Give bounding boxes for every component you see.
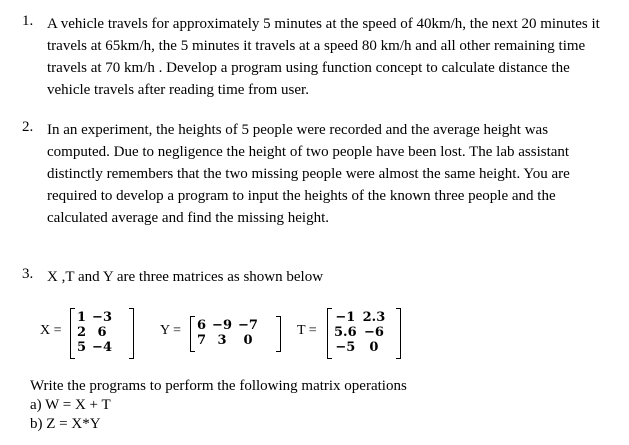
instructions-intro: Write the programs to perform the following matrix operations [30, 378, 407, 394]
matrix-cell: −9 [212, 318, 232, 333]
question-3-text: X ,T and Y are three matrices as shown below [47, 269, 324, 285]
matrix-x [74, 310, 115, 355]
question-1 [22, 13, 614, 101]
question-3-number: 3. [22, 266, 34, 282]
matrix-cell: 6 [97, 325, 107, 340]
question-1-text: A vehicle travels for approximately 5 minutes at the speed of 40km/h, the next 20 minutes it travels at 65km/h, the 5 minutes it travels at a speed 80 km/h and all other remaining time travels at 70 km/h . Develop a program using function concept to calculate distance the vehicle travels after reading time from user. [47, 16, 600, 98]
matrix-group [40, 305, 510, 361]
matrix-cell: 0 [369, 340, 379, 355]
matrix-cell: 7 [197, 333, 207, 348]
matrix-cell: −5 [335, 340, 356, 355]
matrix-cell: 2.3 [362, 310, 386, 325]
matrix-cell: 3 [217, 333, 227, 348]
matrix-y-label: Y = [160, 323, 181, 338]
matrix-t-row [331, 310, 388, 325]
matrix-x-row [74, 340, 115, 355]
matrix-cell: 1 [77, 310, 87, 325]
matrix-cell: −7 [238, 318, 258, 333]
matrix-x-right-bracket [129, 308, 134, 359]
matrix-t [331, 310, 388, 355]
matrix-x-row [74, 325, 115, 340]
matrix-cell: −4 [92, 340, 112, 355]
matrix-cell: 5 [77, 340, 87, 355]
matrix-x-row [74, 310, 115, 325]
matrix-t-row [331, 325, 388, 340]
matrix-cell: 6 [197, 318, 207, 333]
operation-a: a) W = X + T [30, 397, 111, 413]
question-2-text: In an experiment, the heights of 5 people were recorded and the average height was computed. Due to negligence the height of two people have been lost. The lab assistant distinctly remembers that the two missing people were almost the same height. You are required to develop a program to input the heights of the known three people and the calculated average and find the missing height. [47, 122, 570, 226]
matrix-t-label: T = [297, 323, 317, 338]
matrix-cell: 0 [243, 333, 253, 348]
question-3 [22, 266, 614, 288]
matrix-y-row [194, 333, 261, 348]
matrix-cell: 5.6 [334, 325, 357, 340]
question-2 [22, 119, 614, 229]
matrix-y-right-bracket [276, 316, 281, 352]
matrix-cell: 2 [77, 325, 87, 340]
question-1-number: 1. [22, 13, 34, 29]
matrix-y-row [194, 318, 261, 333]
matrix-t-right-bracket [396, 308, 401, 359]
matrix-cell: −6 [363, 325, 384, 340]
operation-b: b) Z = X*Y [30, 416, 101, 432]
matrix-cell: −3 [92, 310, 112, 325]
matrix-y [194, 318, 261, 348]
matrix-cell: −1 [335, 310, 356, 325]
matrix-t-row [331, 340, 388, 355]
question-2-number: 2. [22, 119, 34, 135]
matrix-x-label: X = [40, 323, 62, 338]
